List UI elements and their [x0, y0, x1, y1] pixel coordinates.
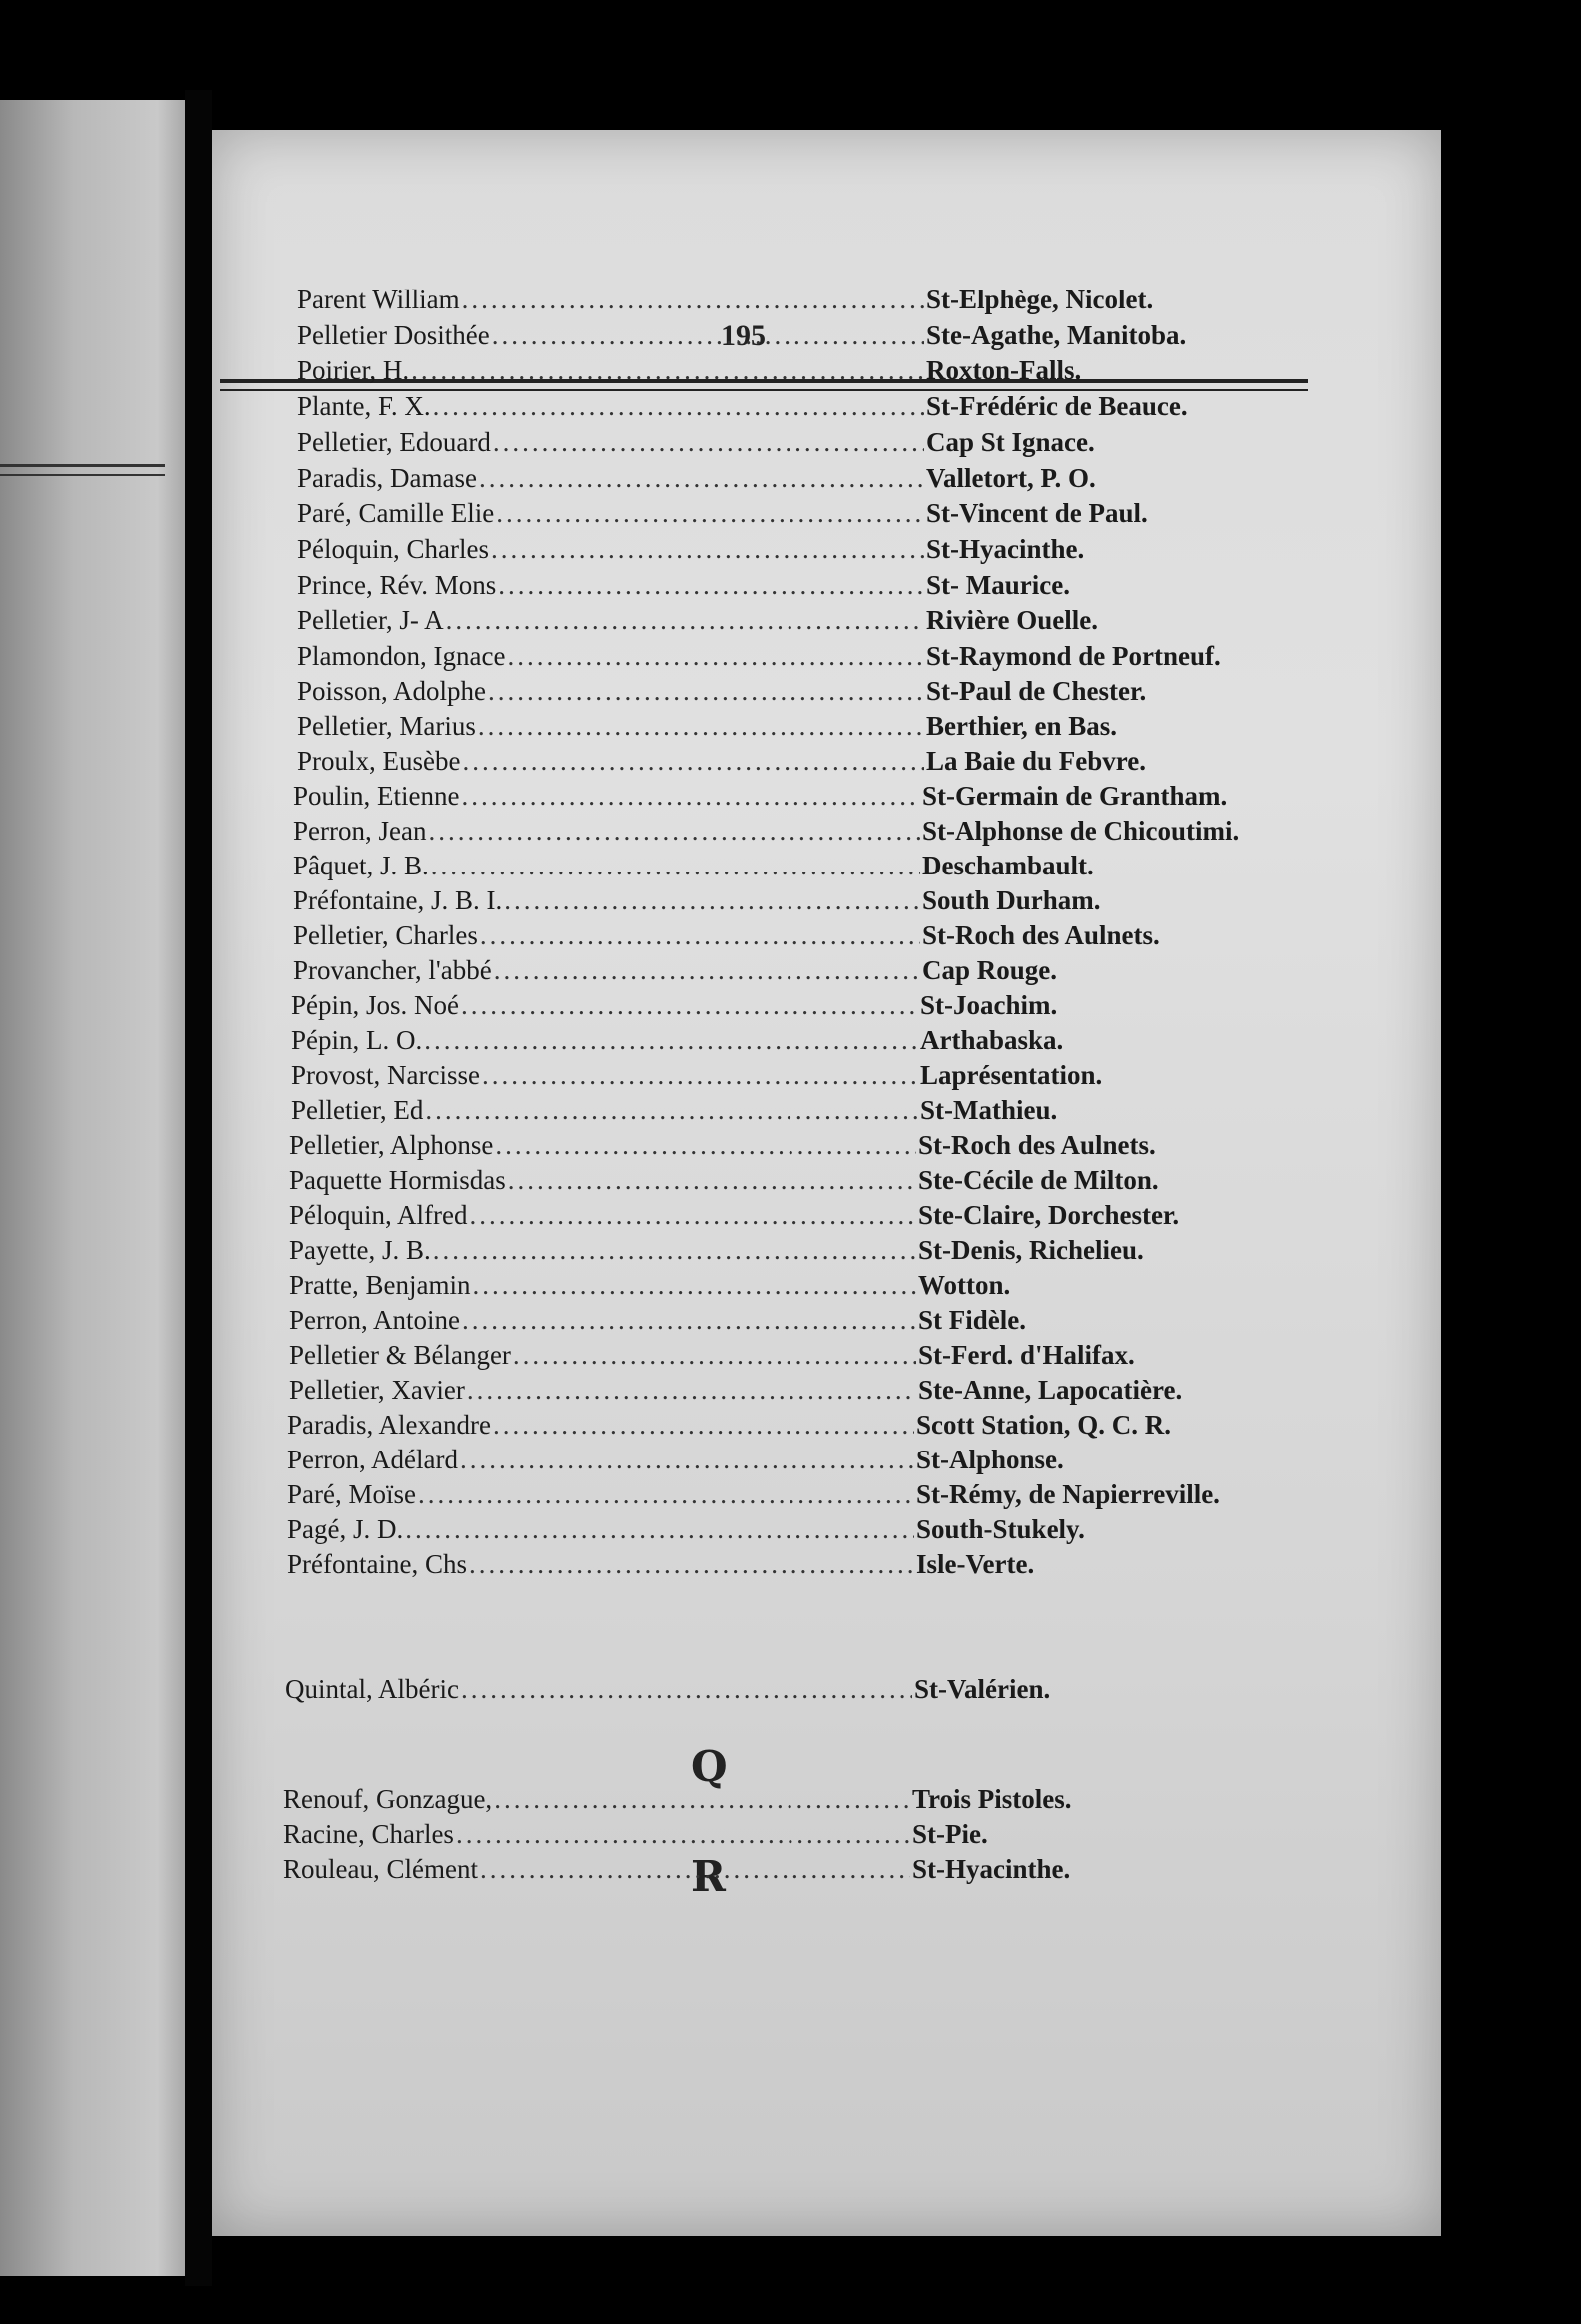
entry-place: St-Alphonse. — [916, 1445, 1064, 1474]
entry-name: Pelletier, J- A — [297, 605, 444, 635]
entry-name: Perron, Jean — [293, 816, 427, 846]
directory-entry — [289, 1305, 1308, 1341]
directory-page — [212, 130, 1441, 2236]
leader-dots — [480, 1854, 910, 1885]
directory-entry — [297, 534, 1316, 570]
entry-name: Payette, J. B. — [289, 1235, 431, 1265]
directory-entry — [287, 1410, 1306, 1446]
book-gutter — [185, 90, 212, 2286]
entry-name: Renouf, Gonzague, — [283, 1784, 493, 1814]
entry-name: Pratte, Benjamin — [289, 1270, 471, 1300]
entry-name: Perron, Antoine — [289, 1305, 460, 1335]
entry-place: Cap St Ignace. — [926, 427, 1095, 457]
entry-name: Parent William — [297, 285, 460, 314]
entry-place: Ste-Anne, Lapocatière. — [918, 1375, 1183, 1405]
entry-name: Poisson, Adolphe — [297, 676, 487, 706]
leader-dots — [488, 676, 924, 707]
directory-entry — [297, 320, 1316, 356]
entry-name: Provost, Narcisse — [291, 1060, 480, 1090]
directory-entry — [293, 955, 1312, 991]
entry-name: Rouleau, Clément — [283, 1854, 478, 1884]
leader-dots — [425, 1095, 918, 1126]
entry-place: South Durham. — [922, 885, 1101, 915]
page-number: 195 — [721, 319, 766, 352]
entry-place: St-Paul de Chester. — [926, 676, 1147, 706]
entry-name: Racine, Charles — [283, 1819, 454, 1849]
leader-dots — [472, 1270, 916, 1301]
entry-name: Paré, Moïse — [287, 1479, 416, 1509]
leader-dots — [405, 1514, 914, 1545]
directory-entry — [297, 355, 1316, 391]
entry-place: St-Hyacinthe. — [912, 1854, 1071, 1884]
directory-entry — [283, 1784, 1302, 1820]
directory-entry — [297, 641, 1316, 677]
leader-dots — [461, 781, 920, 812]
entry-place: Isle-Verte. — [916, 1549, 1035, 1579]
section-letter-r: R — [691, 1852, 726, 1901]
entry-place: St- Maurice. — [926, 570, 1070, 600]
directory-entry — [297, 285, 1316, 320]
entry-name: Poulin, Etienne — [293, 781, 460, 811]
leader-dots — [508, 1165, 916, 1196]
leader-dots — [411, 355, 924, 386]
facing-page-rule — [0, 464, 165, 467]
leader-dots — [492, 320, 924, 351]
directory-entry — [283, 1819, 1302, 1855]
directory-entry — [289, 1235, 1308, 1271]
leader-dots — [504, 885, 920, 916]
directory-entry — [297, 498, 1316, 534]
entry-name: Pépin, L. O. — [291, 1025, 423, 1055]
entry-place: St-Rémy, de Napierreville. — [916, 1479, 1220, 1509]
entry-place: Ste-Claire, Dorchester. — [918, 1200, 1180, 1230]
leader-dots — [433, 1235, 916, 1266]
entry-name: Paradis, Damase — [297, 463, 477, 493]
entry-place: St-Frédéric de Beauce. — [926, 391, 1188, 421]
entry-name: Provancher, l'abbé — [293, 955, 492, 985]
entry-name: Pelletier, Marius — [297, 711, 476, 741]
leader-dots — [480, 920, 920, 951]
entry-name: Prince, Rév. Mons — [297, 570, 497, 600]
facing-page-edge — [0, 100, 185, 2276]
entry-name: Poirier, H. — [297, 355, 410, 385]
entry-name: Paquette Hormisdas — [289, 1165, 506, 1195]
directory-entry — [287, 1479, 1306, 1515]
directory-entry — [297, 676, 1316, 712]
directory-entry — [289, 1270, 1308, 1306]
directory-entry — [289, 1340, 1308, 1376]
leader-dots — [494, 1784, 910, 1815]
entry-place: Ste-Cécile de Milton. — [918, 1165, 1159, 1195]
directory-entry — [293, 781, 1312, 817]
leader-dots — [478, 711, 924, 742]
leader-dots — [461, 990, 918, 1021]
entry-name: Péloquin, Charles — [297, 534, 489, 564]
facing-page-rule — [0, 474, 165, 476]
directory-entry — [297, 570, 1316, 606]
leader-dots — [446, 605, 924, 636]
directory-entry — [297, 463, 1316, 499]
entry-place: South-Stukely. — [916, 1514, 1085, 1544]
entry-place: St-Alphonse de Chicoutimi. — [922, 816, 1240, 846]
entry-name: Préfontaine, J. B. I. — [293, 885, 503, 915]
entry-place: Rivière Ouelle. — [926, 605, 1098, 635]
entry-place: St-Valérien. — [914, 1674, 1051, 1704]
leader-dots — [498, 570, 924, 601]
entry-place: St-Roch des Aulnets. — [922, 920, 1160, 950]
entry-place: Wotton. — [918, 1270, 1011, 1300]
leader-dots — [469, 1200, 916, 1231]
leader-dots — [495, 1130, 916, 1161]
directory-entry — [297, 746, 1316, 782]
entry-name: Paré, Camille Elie — [297, 498, 495, 528]
leader-dots — [456, 1819, 910, 1850]
entry-place: St-Roch des Aulnets. — [918, 1130, 1156, 1160]
directory-entry — [293, 816, 1312, 852]
entry-place: Trois Pistoles. — [912, 1784, 1072, 1814]
entry-place: La Baie du Febvre. — [926, 746, 1147, 776]
entry-place: St-Elphège, Nicolet. — [926, 285, 1154, 314]
entry-name: Quintal, Albéric — [285, 1674, 459, 1704]
directory-entry — [289, 1375, 1308, 1411]
directory-entry — [289, 1130, 1308, 1166]
entry-place: St-Hyacinthe. — [926, 534, 1085, 564]
entry-place: St-Pie. — [912, 1819, 988, 1849]
entry-name: Plamondon, Ignace — [297, 641, 506, 671]
leader-dots — [424, 1025, 918, 1056]
entry-name: Pâquet, J. B. — [293, 851, 429, 880]
entry-place: Laprésentation. — [920, 1060, 1103, 1090]
directory-entry — [285, 1674, 1304, 1710]
entry-name: Paradis, Alexandre — [287, 1410, 491, 1440]
entry-name: Pelletier, Edouard — [297, 427, 491, 457]
leader-dots — [431, 851, 920, 881]
leader-dots — [493, 1410, 914, 1441]
entry-place: Arthabaska. — [920, 1025, 1064, 1055]
leader-dots — [467, 1375, 916, 1406]
entry-name: Pelletier, Alphonse — [289, 1130, 494, 1160]
leader-dots — [493, 427, 924, 458]
entry-name: Pépin, Jos. Noé — [291, 990, 459, 1020]
directory-entry — [291, 1095, 1310, 1131]
entry-name: Pelletier Dosithée — [297, 320, 490, 350]
leader-dots — [460, 1445, 914, 1475]
entry-place: Scott Station, Q. C. R. — [916, 1410, 1171, 1440]
entry-name: Pelletier & Bélanger — [289, 1340, 511, 1370]
directory-entry — [291, 990, 1310, 1026]
directory-entry — [293, 885, 1312, 921]
directory-entry — [293, 920, 1312, 956]
leader-dots — [428, 816, 920, 847]
entry-name: Pelletier, Charles — [293, 920, 478, 950]
entry-place: Valletort, P. O. — [926, 463, 1096, 493]
entry-name: Plante, F. X. — [297, 391, 431, 421]
entry-place: Roxton-Falls. — [926, 355, 1082, 385]
entry-name: Proulx, Eusèbe — [297, 746, 461, 776]
leader-dots — [462, 1305, 916, 1336]
directory-entry — [289, 1200, 1308, 1236]
leader-dots — [482, 1060, 918, 1091]
leader-dots — [433, 391, 924, 422]
section-letter-q: Q — [691, 1742, 728, 1791]
leader-dots — [469, 1549, 914, 1580]
entry-place: St-Vincent de Paul. — [926, 498, 1148, 528]
directory-entry — [283, 1854, 1302, 1890]
directory-entry — [297, 605, 1316, 641]
entry-name: Pelletier, Xavier — [289, 1375, 465, 1405]
leader-dots — [513, 1340, 916, 1371]
leader-dots — [418, 1479, 914, 1510]
directory-entry — [287, 1445, 1306, 1480]
leader-dots — [461, 1674, 912, 1705]
leader-dots — [491, 534, 924, 565]
directory-entry — [297, 391, 1316, 427]
entry-place: St-Germain de Grantham. — [922, 781, 1228, 811]
directory-entry — [297, 711, 1316, 747]
directory-entry — [297, 427, 1316, 463]
leader-dots — [479, 463, 924, 494]
entry-place: Deschambault. — [922, 851, 1094, 880]
entry-place: Ste-Agathe, Manitoba. — [926, 320, 1187, 350]
directory-entry — [291, 1060, 1310, 1096]
directory-entry — [287, 1514, 1306, 1550]
leader-dots — [462, 746, 924, 777]
entry-place: Berthier, en Bas. — [926, 711, 1117, 741]
entry-name: Péloquin, Alfred — [289, 1200, 468, 1230]
entry-place: St Fidèle. — [918, 1305, 1026, 1335]
directory-entry — [289, 1165, 1308, 1201]
entry-place: St-Joachim. — [920, 990, 1058, 1020]
leader-dots — [494, 955, 920, 986]
leader-dots — [462, 285, 924, 315]
entry-place: St-Denis, Richelieu. — [918, 1235, 1144, 1265]
directory-entry — [287, 1549, 1306, 1585]
entry-place: St-Mathieu. — [920, 1095, 1058, 1125]
entry-name: Préfontaine, Chs — [287, 1549, 467, 1579]
entry-name: Pelletier, Ed — [291, 1095, 424, 1125]
entry-name: Perron, Adélard — [287, 1445, 458, 1474]
entry-name: Pagé, J. D. — [287, 1514, 404, 1544]
directory-entry — [293, 851, 1312, 886]
entry-place: St-Raymond de Portneuf. — [926, 641, 1221, 671]
leader-dots — [507, 641, 924, 672]
directory-entry — [291, 1025, 1310, 1061]
entry-place: St-Ferd. d'Halifax. — [918, 1340, 1135, 1370]
leader-dots — [496, 498, 924, 529]
entry-place: Cap Rouge. — [922, 955, 1058, 985]
